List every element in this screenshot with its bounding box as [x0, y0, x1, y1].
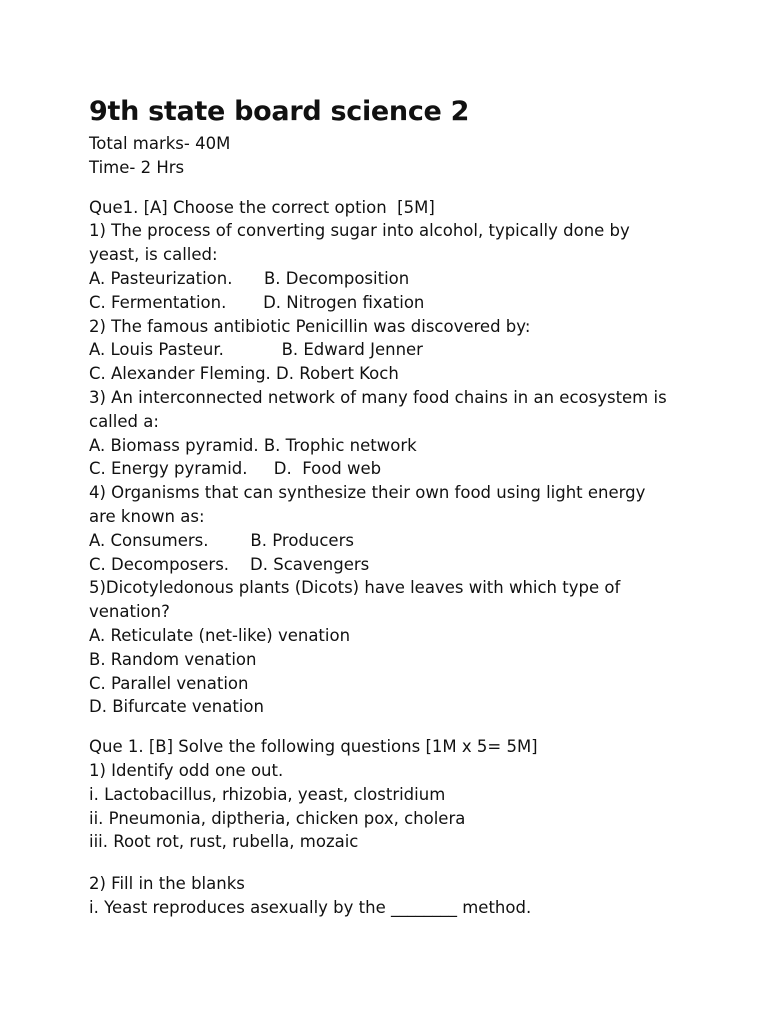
option-line: A. Louis Pasteur. B. Edward Jenner [89, 340, 423, 360]
spacer [89, 719, 749, 735]
question-stem-line: 1) The process of converting sugar into alcohol, typically done by [89, 221, 630, 241]
question-4 [89, 481, 749, 576]
spacer [89, 854, 749, 872]
section-a [89, 196, 749, 720]
question-stem-line: venation? [89, 602, 170, 622]
option-line: C. Alexander Fleming. D. Robert Koch [89, 364, 399, 384]
spacer [89, 180, 749, 196]
section-b [89, 735, 749, 920]
question-stem-line: 2) The famous antibiotic Penicillin was discovered by: [89, 316, 531, 336]
list-item: i. Yeast reproduces asexually by the ________ method. [89, 897, 532, 917]
option-line: C. Parallel venation [89, 673, 249, 693]
option-line: C. Fermentation. D. Nitrogen fixation [89, 292, 425, 312]
option-line: C. Energy pyramid. D. Food web [89, 459, 382, 479]
question-1 [89, 219, 749, 314]
question-stem-line: called a: [89, 411, 159, 431]
question-5 [89, 576, 749, 719]
list-item: ii. Pneumonia, diptheria, chicken pox, cholera [89, 808, 466, 828]
document-page [89, 92, 749, 920]
question-stem-line: 3) An interconnected network of many food chains in an ecosystem is [89, 387, 667, 407]
question-3 [89, 386, 749, 481]
question-2 [89, 315, 749, 386]
page-title: 9th state board science 2 [89, 96, 470, 127]
option-line: A. Reticulate (net-like) venation [89, 625, 351, 645]
total-marks: Total marks- 40M [89, 134, 231, 153]
section-a-heading: Que1. [A] Choose the correct option [5M] [89, 197, 435, 217]
option-line: D. Bifurcate venation [89, 697, 264, 717]
subquestion-title: 2) Fill in the blanks [89, 874, 245, 894]
section-b-heading: Que 1. [B] Solve the following questions [1M x 5= 5M] [89, 737, 538, 757]
subquestion-title: 1) Identify odd one out. [89, 760, 284, 780]
odd-one-out [89, 759, 749, 854]
option-line: B. Random venation [89, 649, 257, 669]
option-line: A. Biomass pyramid. B. Trophic network [89, 435, 417, 455]
list-item: i. Lactobacillus, rhizobia, yeast, clostridium [89, 784, 446, 804]
question-stem-line: 4) Organisms that can synthesize their own food using light energy [89, 483, 646, 503]
fill-in-blanks [89, 872, 749, 920]
question-stem-line: 5)Dicotyledonous plants (Dicots) have leaves with which type of [89, 578, 621, 598]
question-stem-line: are known as: [89, 506, 205, 526]
exam-time: Time- 2 Hrs [89, 157, 185, 177]
option-line: A. Consumers. B. Producers [89, 530, 354, 550]
list-item: iii. Root rot, rust, rubella, mozaic [89, 832, 359, 852]
option-line: C. Decomposers. D. Scavengers [89, 554, 370, 574]
option-line: A. Pasteurization. B. Decomposition [89, 268, 410, 288]
question-stem-line: yeast, is called: [89, 245, 218, 265]
